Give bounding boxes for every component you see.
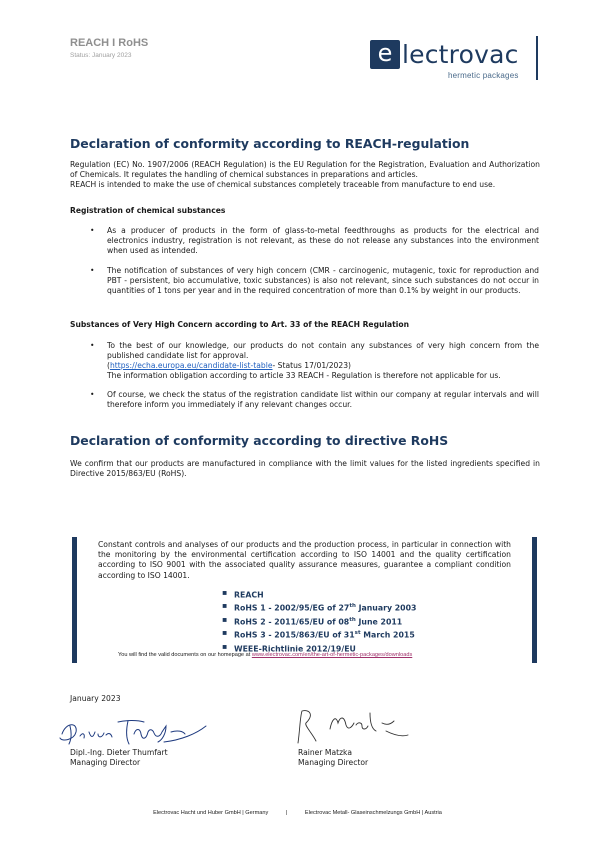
svhc-text: To the best of our knowledge, our products do not contain any substances of very high concern from the published candidate list for approval. — [107, 341, 539, 360]
bullet-icon: • — [90, 341, 95, 350]
signatory-left-role: Managing Director — [70, 758, 141, 767]
regulation-item: ▪ REACH — [222, 588, 264, 600]
regulation-item: ▪ RoHS 3 - 2015/863/EU of 31st March 2015 — [222, 628, 415, 640]
certification-text: Constant controls and analyses of our products and the production process, in particular in connection with the monitoring by the environmental certification according to ISO 14001 and the quality certification according to ISO 9001 with the associated quality assurance measures, guarantee a compliant condition according to ISO 14001. — [98, 540, 511, 580]
signature-date: January 2023 — [70, 694, 121, 703]
svhc-text-2: The information obligation according to article 33 REACH - Regulation is therefore not applicable for us. — [107, 371, 501, 380]
reach-intro: Regulation (EC) No. 1907/2006 (REACH Regulation) is the EU Regulation for the Registration, Evaluation and Authorization of Chemicals. It regulates the handling of chemical substances in preparations and articles. — [70, 160, 540, 179]
regulation-item: ▪ RoHS 1 - 2002/95/EG of 27th January 2003 — [222, 601, 417, 613]
downloads-link[interactable]: www.electrovac.com/en/the-art-of-hermetic-packages/downloads — [251, 652, 413, 658]
footer — [0, 810, 595, 816]
downloads-note — [118, 652, 412, 658]
footer-right: Electrovac Metall- Glaseinschmelzungs GmbH | Austria — [304, 810, 442, 816]
document-status: Status: January 2023 — [70, 52, 132, 59]
downloads-text: You will find the valid documents on our homepage at — [118, 652, 252, 658]
logo-bar — [536, 36, 539, 80]
bullet-icon: ▪ — [222, 601, 228, 611]
bullet-icon: ▪ — [222, 588, 228, 597]
logo-wordmark: lectrovac — [402, 40, 519, 69]
bullet-icon: • — [90, 390, 95, 399]
echa-link[interactable]: https://echa.europa.eu/candidate-list-table — [109, 361, 273, 370]
document-title: REACH I RoHS — [70, 37, 149, 49]
bullet-icon: ▪ — [222, 614, 228, 624]
list-item-text: Of course, we check the status of the registration candidate list within our company at regular intervals and will therefore inform you immediately if any relevant changes occur. — [107, 390, 539, 409]
svhc-link-open: ( — [107, 361, 110, 370]
footer-left: Electrovac Hacht und Huber GmbH | Germany — [153, 810, 269, 816]
svhc-heading: Substances of Very High Concern according to Art. 33 of the REACH Regulation — [70, 320, 410, 329]
logo-badge: e — [370, 40, 400, 69]
box-right-bar — [532, 537, 537, 663]
svhc-link-status: - Status 17/01/2023) — [272, 361, 351, 370]
rohs-heading: Declaration of conformity according to directive RoHS — [70, 433, 449, 448]
signatory-left-name: Dipl.-Ing. Dieter Thumfart — [70, 748, 168, 757]
reach-intro-2: REACH is intended to make the use of chemical substances completely traceable from manufacture to end use. — [70, 180, 496, 189]
regulation-list — [222, 588, 416, 655]
list-item-text: As a producer of products in the form of glass-to-metal feedthroughs as products for the electrical and electronics industry, registration is not relevant, as these do not release any substances into the environment when used as intended. — [107, 226, 539, 255]
reach-heading: Declaration of conformity according to REACH-regulation — [70, 136, 470, 151]
logo-tagline: hermetic packages — [448, 71, 519, 80]
bullet-icon: • — [90, 266, 95, 275]
signatory-right-name: Rainer Matzka — [298, 748, 352, 757]
regulation-item: ▪ WEEE-Richtlinie 2012/19/EU — [222, 641, 356, 654]
bullet-icon: • — [90, 226, 95, 235]
registration-heading: Registration of chemical substances — [70, 206, 226, 215]
box-left-bar — [72, 537, 77, 663]
signature-matzka — [290, 705, 410, 750]
rohs-text: We confirm that our products are manufactured in compliance with the limit values for the listed ingredients specified in Directive 2015/863/EU (RoHS). — [70, 459, 540, 478]
electrovac-logo — [370, 36, 540, 84]
bullet-icon: ▪ — [222, 628, 228, 638]
bullet-icon: ▪ — [222, 641, 228, 651]
signatory-left — [70, 748, 168, 768]
signatory-right — [298, 748, 368, 768]
signatory-right-role: Managing Director — [298, 758, 369, 767]
regulation-item: ▪ RoHS 2 - 2011/65/EU of 08th June 2011 — [222, 614, 403, 627]
list-item-text: The notification of substances of very high concern (CMR - carcinogenic, mutagenic, toxic for reproduction and PBT - persistent, bio accumulative, toxic substances) is also not relevant, since such substances do not occur in quantities of 1 tons per year and in the required concentration of more than 0.1% by weight in our products. — [107, 266, 539, 295]
footer-separator: | — [285, 810, 288, 816]
signature-thumfart — [56, 712, 216, 752]
